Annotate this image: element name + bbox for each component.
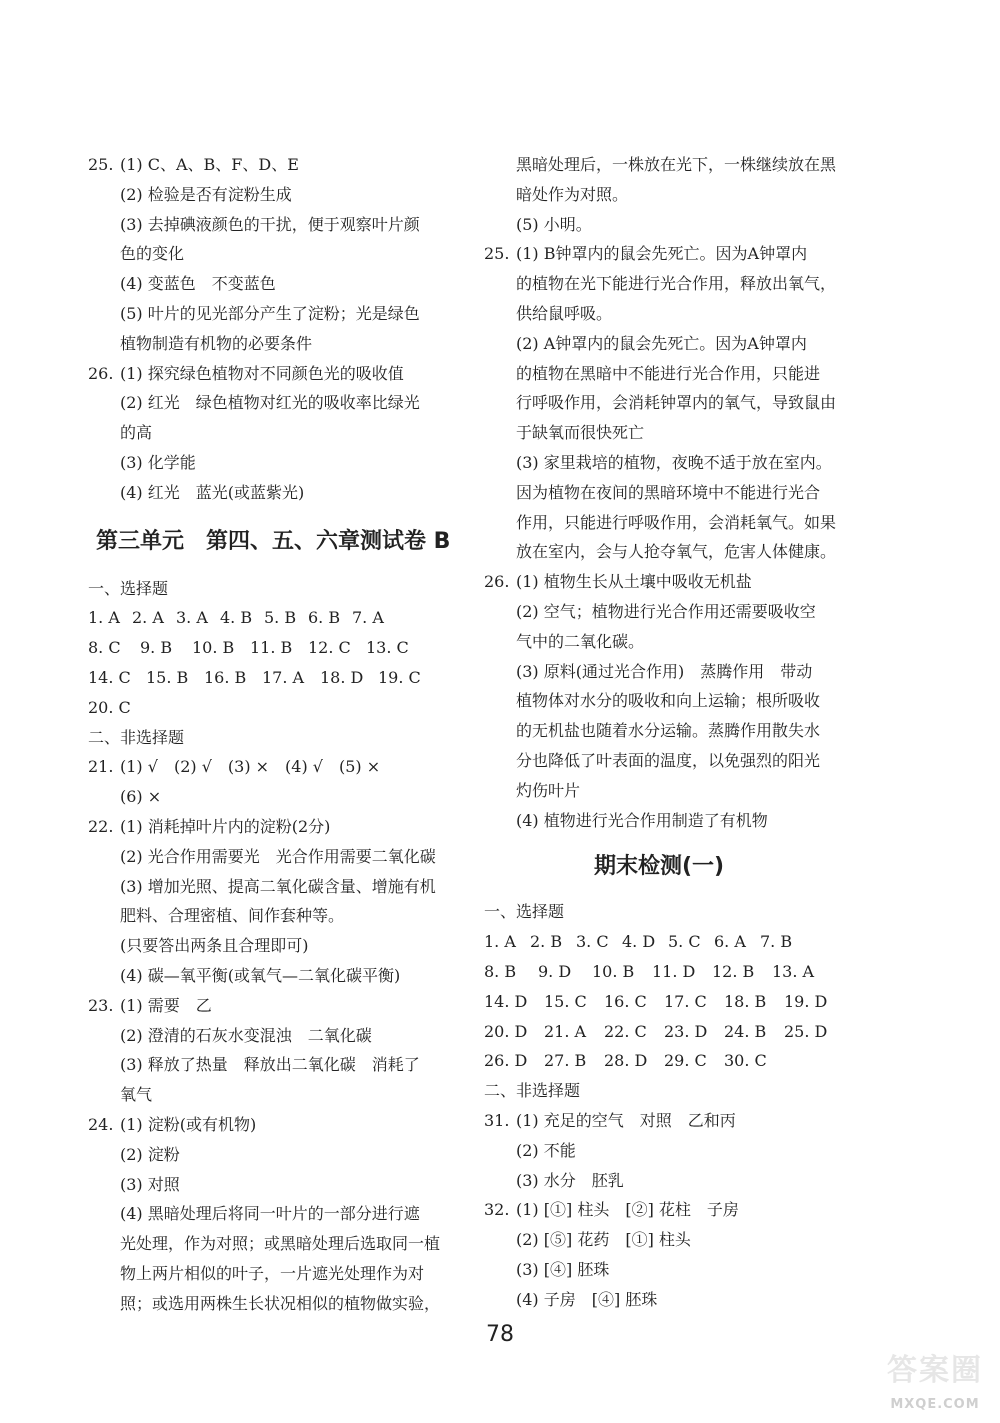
answer-line: 暗处作为对照。 bbox=[516, 184, 629, 204]
answer-line: 物上两片相似的叶子，一片遮光处理作为对 bbox=[120, 1263, 425, 1283]
question-number: 26. bbox=[88, 363, 114, 383]
answer-line: (2) 空气；植物进行光合作用还需要吸收空 bbox=[516, 601, 816, 621]
section-title: 期末检测(一) bbox=[593, 854, 725, 880]
answer-line: 的植物在光下能进行光合作用，释放出氧气， bbox=[516, 274, 837, 294]
answer-line: (4) 黑暗处理后将同一叶片的一部分进行遮 bbox=[120, 1204, 420, 1224]
answer-line: (只要答出两条且合理即可) bbox=[120, 936, 309, 956]
answer-line: (2) 澄清的石灰水变混浊 二氧化碳 bbox=[120, 1025, 372, 1045]
answer-line: (4) 碳—氧平衡(或氧气—二氧化碳平衡) bbox=[120, 965, 401, 985]
section-header: 一、选择题 bbox=[484, 902, 565, 922]
answer-line: 气中的二氧化碳。 bbox=[516, 631, 645, 651]
answer-line: 植物制造有机物的必要条件 bbox=[120, 333, 313, 353]
answer-line: 的植物在黑暗中不能进行光合作用，只能进 bbox=[516, 363, 821, 383]
answer-line: (2) 红光 绿色植物对红光的吸收率比绿光 bbox=[120, 393, 420, 413]
answer-line: 于缺氧而很快死亡 bbox=[516, 423, 645, 443]
answer-line: 分也降低了叶表面的温度，以免强烈的阳光 bbox=[516, 750, 821, 770]
question-number: 21. bbox=[88, 757, 114, 777]
answer-line: 作用，只能进行呼吸作用，会消耗氧气。如果 bbox=[516, 512, 837, 532]
answer-line: 放在室内，会与人抢夺氧气，危害人体健康。 bbox=[516, 542, 837, 562]
choice-answers-row: 8. C 9. B 10. B 11. B 12. C 13. C bbox=[88, 638, 409, 658]
answer-line: (3) 水分 胚乳 bbox=[516, 1170, 624, 1190]
answer-line: (3) 家里栽培的植物，夜晚不适于放在室内。 bbox=[516, 452, 832, 472]
answer-line: 行呼吸作用，会消耗钟罩内的氧气，导致鼠由 bbox=[516, 393, 837, 413]
answer-line: 供给鼠呼吸。 bbox=[516, 303, 613, 323]
answer-line: (2) A钟罩内的鼠会先死亡。因为A钟罩内 bbox=[516, 333, 807, 353]
page-number: 78 bbox=[486, 1322, 514, 1347]
section-title: 第三单元 第四、五、六章测试卷 B bbox=[96, 528, 451, 554]
question-number: 25. bbox=[484, 244, 510, 264]
answer-line: 的高 bbox=[120, 423, 153, 443]
answer-line: 23. (1) 需要 乙 bbox=[88, 991, 478, 1021]
choice-answers-row: 26. D 27. B 28. D 29. C 30. C bbox=[484, 1051, 767, 1071]
answer-line: (6) × bbox=[120, 787, 162, 807]
answer-line: (3) 释放了热量 释放出二氧化碳 消耗了 bbox=[120, 1055, 420, 1075]
watermark-glyphs: 答案圈 bbox=[887, 1353, 983, 1388]
choice-answers-row: 20. D 21. A 22. C 23. D 24. B 25. D bbox=[484, 1021, 828, 1041]
answer-line: (2) [⑤] 花药 [①] 柱头 bbox=[516, 1230, 691, 1250]
answer-line: 26. (1) 植物生长从土壤中吸收无机盐 bbox=[484, 567, 884, 597]
answer-line: (3) 增加光照、提高二氧化碳含量、增施有机 bbox=[120, 876, 436, 896]
answer-line: (4) 植物进行光合作用制造了有机物 bbox=[516, 810, 768, 830]
answer-line: 氧气 bbox=[120, 1085, 153, 1105]
answer-line: (3) 去掉碘液颜色的干扰，便于观察叶片颜 bbox=[120, 214, 420, 234]
answer-line: (4) 红光 蓝光(或蓝紫光) bbox=[120, 482, 305, 502]
answer-line: 黑暗处理后，一株放在光下，一株继续放在黑 bbox=[516, 155, 837, 174]
answer-line: 肥料、合理密植、间作套种等。 bbox=[120, 906, 345, 926]
answer-line: 25. (1) C、A、B、F、D、E bbox=[88, 150, 478, 180]
question-number: 22. bbox=[88, 816, 114, 836]
section-header: 二、非选择题 bbox=[88, 727, 185, 747]
right-column bbox=[484, 150, 884, 1314]
answer-line: 25. (1) B钟罩内的鼠会先死亡。因为A钟罩内 bbox=[484, 239, 884, 269]
answer-line: 因为植物在夜间的黑暗环境中不能进行光合 bbox=[516, 482, 821, 502]
answer-line: (3) 对照 bbox=[120, 1174, 180, 1194]
answer-line: (5) 小明。 bbox=[516, 214, 592, 234]
watermark-site: MXQE.COM bbox=[890, 1397, 980, 1412]
answer-line: 植物体对水分的吸收和向上运输；根所吸收 bbox=[516, 691, 821, 711]
left-column bbox=[88, 150, 478, 1318]
question-number: 24. bbox=[88, 1114, 114, 1134]
question-number: 25. bbox=[88, 155, 114, 174]
answer-line: (4) 子房 [④] 胚珠 bbox=[516, 1289, 658, 1309]
answer-line: (5) 叶片的见光部分产生了淀粉；光是绿色 bbox=[120, 303, 420, 323]
choice-answers-row: 1. A 2. B 3. C 4. D 5. C 6. A 7. B bbox=[484, 932, 793, 952]
answer-line: (2) 检验是否有淀粉生成 bbox=[120, 184, 292, 204]
answer-line: (2) 光合作用需要光 光合作用需要二氧化碳 bbox=[120, 846, 436, 866]
answer-line: (4) 变蓝色 不变蓝色 bbox=[120, 274, 276, 294]
answer-line: 21. (1) √ (2) √ (3) × (4) √ (5) × bbox=[88, 752, 478, 782]
answer-line: 灼伤叶片 bbox=[516, 780, 581, 800]
answer-line: 22. (1) 消耗掉叶片内的淀粉(2分) bbox=[88, 812, 478, 842]
answer-line: (2) 不能 bbox=[516, 1140, 576, 1160]
answer-line: (3) 原料(通过光合作用) 蒸腾作用 带动 bbox=[516, 661, 813, 681]
question-number: 31. bbox=[484, 1110, 510, 1130]
answer-line: 色的变化 bbox=[120, 244, 185, 264]
choice-answers-row: 1. A 2. A 3. A 4. B 5. B 6. B 7. A bbox=[88, 608, 384, 628]
answer-line: (3) 化学能 bbox=[120, 452, 196, 472]
question-number: 26. bbox=[484, 572, 510, 592]
section-header: 二、非选择题 bbox=[484, 1081, 581, 1101]
question-number: 32. bbox=[484, 1200, 510, 1220]
answer-line: 31. (1) 充足的空气 对照 乙和丙 bbox=[484, 1106, 884, 1136]
choice-answers-row: 20. C bbox=[88, 697, 131, 717]
question-number: 23. bbox=[88, 995, 114, 1015]
answer-line: 照；或选用两株生长状况相似的植物做实验， bbox=[120, 1293, 441, 1313]
answer-line: 的无机盐也随着水分运输。蒸腾作用散失水 bbox=[516, 721, 821, 741]
answer-line: 32. (1) [①] 柱头 [②] 花柱 子房 bbox=[484, 1195, 884, 1225]
answer-line: 24. (1) 淀粉(或有机物) bbox=[88, 1110, 478, 1140]
choice-answers-row: 14. C 15. B 16. B 17. A 18. D 19. C bbox=[88, 667, 421, 687]
choice-answers-row: 14. D 15. C 16. C 17. C 18. B 19. D bbox=[484, 991, 828, 1011]
watermark-logo bbox=[880, 1345, 990, 1420]
answer-line: 26. (1) 探究绿色植物对不同颜色光的吸收值 bbox=[88, 359, 478, 389]
choice-answers-row: 8. B 9. D 10. B 11. D 12. B 13. A bbox=[484, 961, 815, 981]
answer-line: (3) [④] 胚珠 bbox=[516, 1259, 610, 1279]
answer-line: (2) 淀粉 bbox=[120, 1144, 180, 1164]
section-header: 一、选择题 bbox=[88, 578, 169, 598]
answer-line: 光处理，作为对照；或黑暗处理后选取同一植 bbox=[120, 1234, 441, 1254]
